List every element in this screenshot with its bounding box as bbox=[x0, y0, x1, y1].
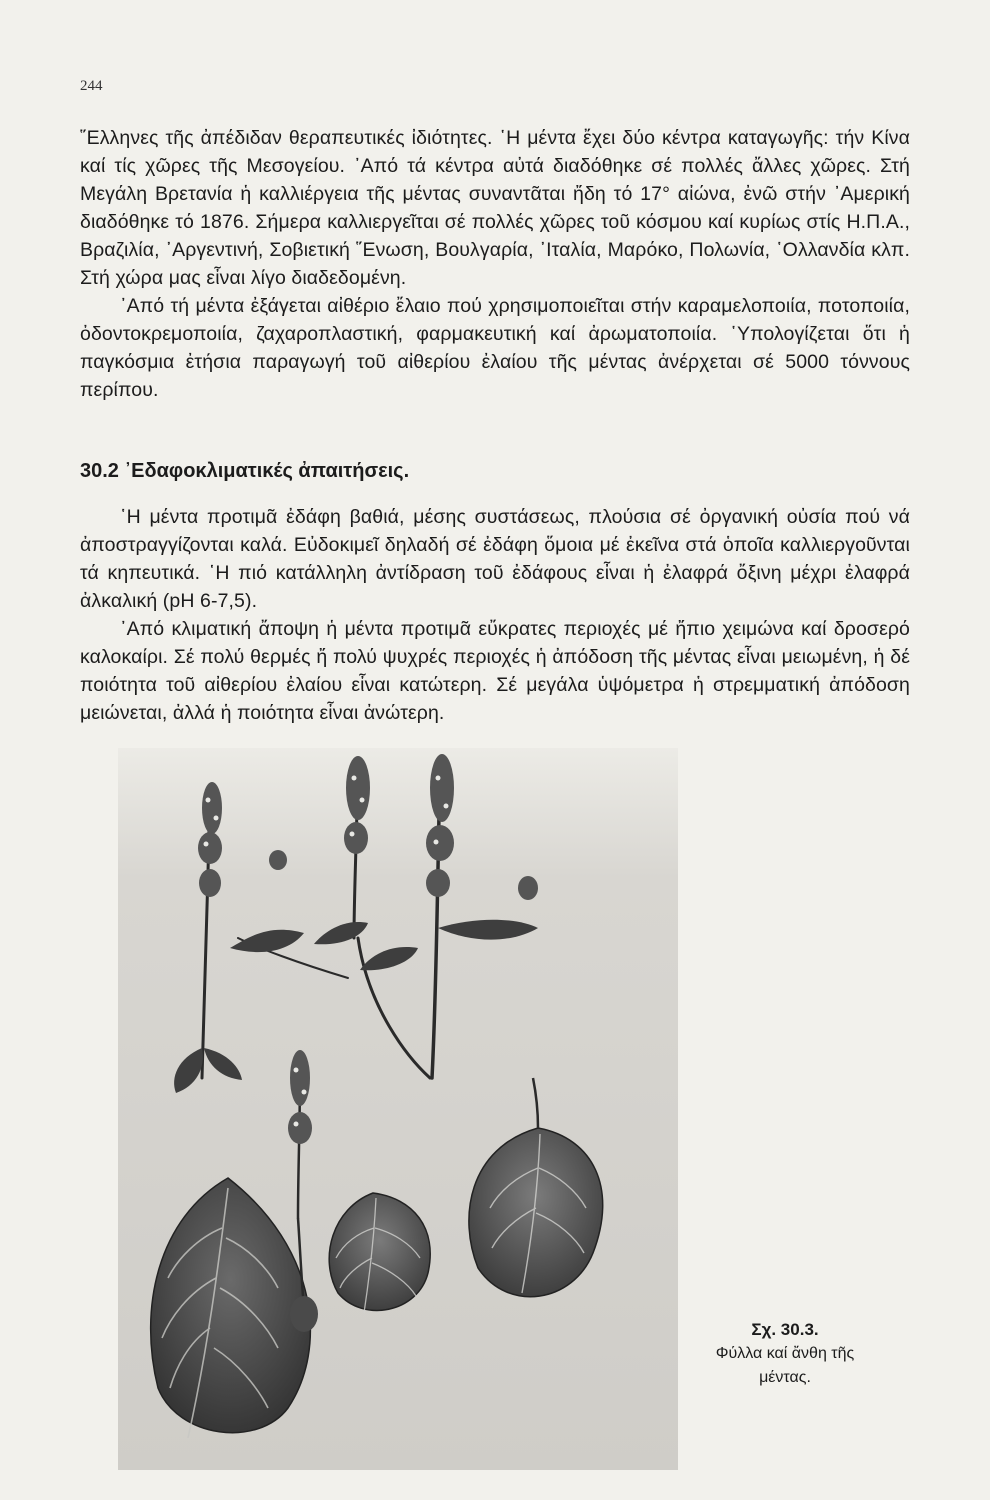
section-body bbox=[80, 503, 910, 727]
figure-number: Σχ. 30.3. bbox=[751, 1320, 819, 1339]
figure-caption bbox=[700, 1318, 870, 1390]
mint-figure bbox=[118, 748, 678, 1470]
mint-photo bbox=[118, 748, 678, 1470]
page-number: 244 bbox=[80, 78, 103, 94]
intro-paragraph-1: ῞Ελληνες τῆς ἀπέδιδαν θεραπευτικές ἰδιότητες. ῾Η μέντα ἔχει δύο κέντρα καταγωγῆς: τήν Κίνα καί τίς χῶρες τῆς Μεσογείου. ᾿Από τά κέντρα αὐτά διαδόθηκε σέ πολλές ἄλλες χῶρες. Στή Μεγάλη Βρετανία ἡ καλλιέργεια τῆς μέντας συναντᾶται ἤδη τό 17° αἰώνα, ἐνῶ στήν ᾿Αμερική διαδόθηκε τό 1876. Σήμερα καλλιεργεῖται σέ πολλές χῶρες τοῦ κόσμου καί κυρίως στίς Η.Π.Α., Βραζιλία, ᾿Αργεντινή, Σοβιετική ῞Ενωση, Βουλγαρία, ᾿Ιταλία, Μαρόκο, Πολωνία, ῾Ολλανδία κλπ. Στή χώρα μας εἶναι λίγο διαδεδομένη. bbox=[80, 127, 910, 289]
intro-text bbox=[80, 124, 910, 404]
figure-caption-text: Φύλλα καί ἄνθη τῆς μέντας. bbox=[715, 1345, 855, 1386]
section-paragraph-1: ῾Η μέντα προτιμᾶ ἐδάφη βαθιά, μέσης συστάσεως, πλούσια σέ ὀργανική οὐσία πού νά ἀποστραγγίζονται καλά. Εὐδοκιμεῖ δηλαδή σέ ἐδάφη ὅμοια μέ ἐκεῖνα στά ὁποῖα καλλιεργοῦνται τά κηπευτικά. ῾Η πιό κατάλληλη ἀντίδραση τοῦ ἐδάφους εἶναι ἡ ἐλαφρά ὄξινη μέχρι ἐλαφρά ἀλκαλική (pH 6-7,5). bbox=[80, 506, 910, 612]
section-heading: 30.2 ᾿Εδαφοκλιματικές ἀπαιτήσεις. bbox=[80, 460, 410, 482]
intro-paragraph-2: ᾿Από τή μέντα ἐξάγεται αἰθέριο ἔλαιο πού χρησιμοποιεῖται στήν καραμελοποιία, ποτοποιία, ὀδοντοκρεμοποιία, ζαχαροπλαστική, φαρμακευτική καί ἀρωματοποιία. ῾Υπολογίζεται ὅτι ἡ παγκόσμια ἐτήσια παραγωγή τοῦ αἰθερίου ἐλαίου τῆς μέντας ἀνέρχεται σέ 5000 τόννους περίπου. bbox=[80, 295, 910, 401]
section-paragraph-2: ᾿Από κλιματική ἄποψη ἡ μέντα προτιμᾶ εὔκρατες περιοχές μέ ἤπιο χειμώνα καί δροσερό καλοκαίρι. Σέ πολύ θερμές ἤ πολύ ψυχρές περιοχές ἡ ἀπόδοση τῆς μέντας εἶναι μειωμένη, ἡ δέ ποιότητα τοῦ αἰθερίου ἐλαίου εἶναι κατώτερη. Σέ μεγάλα ὑψόμετρα ἡ στρεμματική ἀπόδοση μειώνεται, ἀλλά ἡ ποιότητα εἶναι ἀνώτερη. bbox=[80, 618, 910, 724]
